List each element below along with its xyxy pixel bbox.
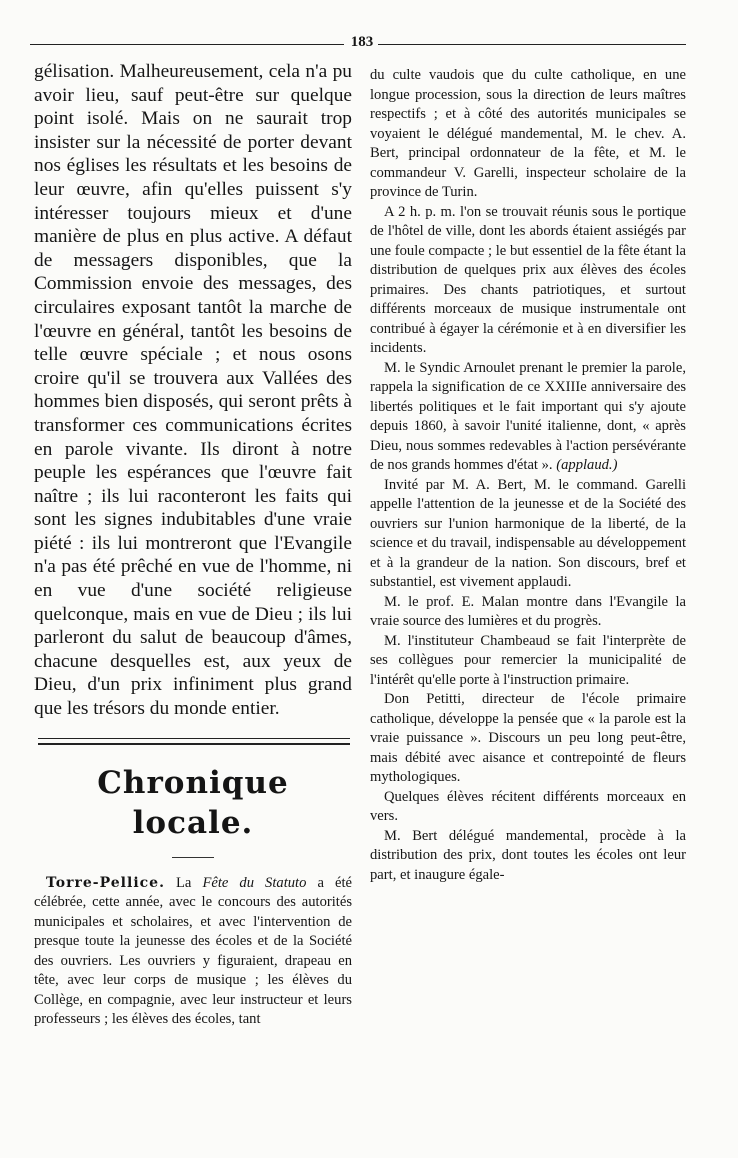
title-dash <box>172 857 214 858</box>
paragraph-2: A 2 h. p. m. l'on se trouvait réunis sous le portique de l'hôtel de ville, dont les abords étaient assiégés par une foule compacte ; le but essentiel de la fête étant la distribution de quelques prix aux élèves des écoles primaires. Des chants patriotiques, et surtout différents morceaux de musique instrumentale ont contribué à égayer la cérémonie et à en diversifier les incidents. <box>370 203 686 356</box>
paragraph-8: Quelques élèves récitent différents morceaux en vers. <box>370 788 686 824</box>
fete-title: Fête du Statuto <box>202 874 307 891</box>
syndic-text: M. le Syndic Arnoulet prenant le premier la parole, rappela la signification de ce XXIIIe anniversaire des libertés politiques et le fait important qui s'y ajoute depuis 1860, à savoir l'unité italienne, dont, « après Dieu, nous sommes redevables à l'action persévérante de nos grands hommes d'état ». <box>370 359 686 473</box>
chronique-text: a été célébrée, cette année, avec le concours des autorités municipales et scholaires, et avec l'intervention de presque toute la jeunesse des écoles et de la Société des ouvriers. Les ouvriers y figuraient, drapeau en tête, avec leur corps de musique ; les élèves du Collège, en compagnie, avec leur instructeur et leurs professeurs ; les élèves des écoles, tant <box>34 874 352 1028</box>
paragraph-3 <box>370 359 686 476</box>
paragraph-7: Don Petitti, directeur de l'école primaire catholique, développe la pensée que « la parole est la vraie puissance ». Discours un peu long peut-être, mais débité avec aisance et contrepointé de fleurs mythologiques. <box>370 691 686 785</box>
paragraph-9: M. Bert délégué mandemental, procède à la distribution des prix, dont toutes les écoles ont leur part, et inaugure égale- <box>370 827 686 883</box>
header-rule-left <box>30 44 344 45</box>
chronique-lead: La <box>164 874 203 891</box>
paragraph-6: M. l'instituteur Chambeaud se fait l'interprète de ses collègues pour remercier la municipalité de l'intérêt qu'elle porte à l'instruction primaire. <box>370 632 686 688</box>
continuation-paragraph: gélisation. Malheureusement, cela n'a pu avoir lieu, sauf peut-être sur quelque point isolé. Mais on ne saurait trop insister sur la nécessité de porter devant nos églises les résultats et les besoins de leur œuvre, afin qu'elles puissent s'y intéresser toujours mieux et d'une manière de plus en plus active. A défaut de messagers disponibles, que la Commission envoie des messages, des circulaires exposant tantôt la marche de l'œuvre en général, tantôt les besoins de telle œuvre spéciale ; et nous osons croire qu'il se trouvera aux Vallées des hommes bien disposés, qui seront prêts à transformer ces communications écrites en parole vivante. Ils diront à notre peuple les espérances que l'œuvre fait naître ; ils lui raconteront les faits qui sont les signes indubitables d'une vraie piété : ils lui montreront que l'Evangile n'a pas été prêché en vue de l'homme, ni en vue d'une société religieuse quelconque, mais en vue de Dieu ; ils lui parleront du salut de beaucoup d'âmes, chacune desquelles est, aux yeux de Dieu, d'un prix infiniment plus grand que les trésors du monde entier. <box>34 61 352 720</box>
place-name: Torre-Pellice. <box>46 874 165 891</box>
page-header <box>30 28 686 52</box>
chronique-paragraph <box>34 874 352 1030</box>
section-title: Chronique locale. <box>97 764 289 841</box>
paragraph-4: Invité par M. A. Bert, M. le command. Garelli appelle l'attention de la jeunesse et de la Société des ouvriers sur l'union harmonique de la liberté, de la science et du travail, indispensable au développement et à la grandeur de la nation. Son discours, bref et substantiel, est vivement applaudi. <box>370 476 686 590</box>
left-column <box>34 60 352 1030</box>
right-column <box>370 66 686 885</box>
section-separator <box>38 738 350 745</box>
paragraph-1: du culte vaudois que du culte catholique, en une longue procession, sous la direction de leurs maîtres respectifs ; et à côté des autorités municipales se voyaient le délégué mandemental, M. le chev. A. Bert, principal ordonnateur de la fête, et M. le commandeur V. Garelli, inspecteur scholaire de la province de Turin. <box>370 67 686 200</box>
page-number: 183 <box>350 34 374 50</box>
applause-note: (applaud.) <box>556 457 618 473</box>
header-rule-right <box>378 44 686 45</box>
paragraph-5: M. le prof. E. Malan montre dans l'Evangile la vraie source des lumières et du progrès. <box>370 593 686 629</box>
